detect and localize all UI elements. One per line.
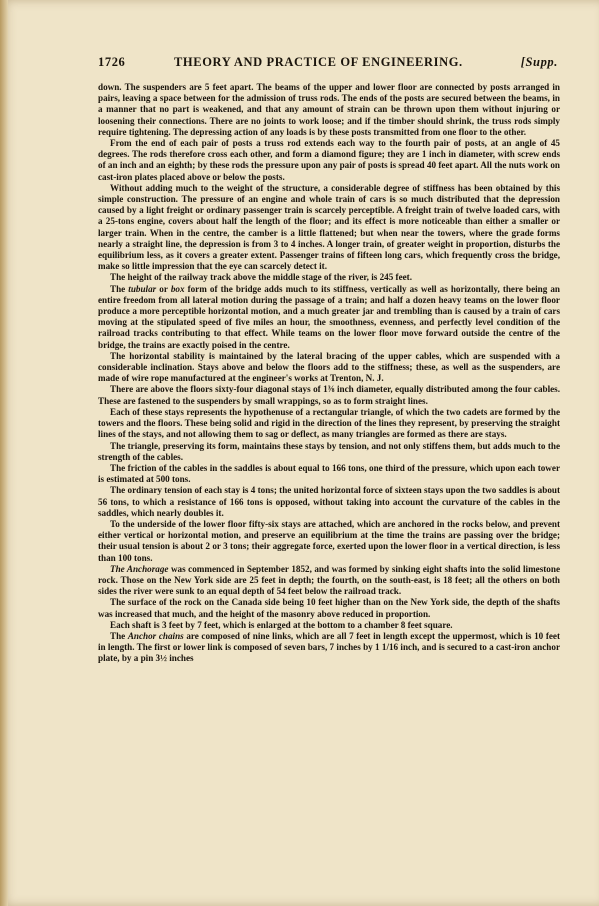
- paragraph: [98, 272, 560, 283]
- paragraph-text: form of the bridge adds much to its stiffness, vertically as well as horizontally, there being an entire freedom from all lateral motion during the passage of a train; and half a dozen heavy teams on the lower floor produce a more perceptible horizontal motion, and a much greater jar and trembling than is caused by a train of cars moving at the stipulated speed of five miles an hour, the smoothness, evenness, and perfectly level condition of the railroad tracks contributing to that effect. While teams on the lower floor move forward outside the centre of the bridge, the trains are exactly poised in the centre.: [98, 283, 561, 350]
- paragraph: [98, 519, 560, 564]
- paragraph-text: The: [110, 283, 129, 294]
- page-spine-shadow: [0, 0, 8, 906]
- paragraph: [98, 384, 560, 406]
- paragraph-text: down. The suspenders are 5 feet apart. The beams of the upper and lower floor are connected by posts arranged in pairs, leaving a space between for the admission of truss rods. The ends of the posts are secured between the beams, in a manner that no part is weakened, and that any amount of strain can be thrown upon them without injuring or loosening their connections. There are no joints to work loose; and if the timber should shrink, the truss rods simply require tightening. The depressing action of any loads is by these posts transmitted from one floor to the other.: [98, 82, 560, 137]
- paragraph-text: Each of these stays represents the hypothenuse of a rectangular triangle, of which the two cadets are formed by the towers and the floors. These being solid and rigid in the direction of the lines they represent, by preserving the straight lines of the stays, and not allowing them to sag or deflect, as many triangles are formed as there are stays.: [98, 406, 560, 440]
- paragraph-text: The ordinary tension of each stay is 4 tons; the united horizontal force of sixteen stays upon the two saddles is about 56 tons, to which a resistance of 166 tons is opposed, without taking into account the curvature of the cables in the saddles, which nearly doubles it.: [98, 485, 560, 518]
- paragraph-text: From the end of each pair of posts a truss rod extends each way to the fourth pair of posts, at an angle of 45 degrees. The rods therefore cross each other, and form a diamond figure; they are 1 inch in diameter, with screw ends of an inch and an eighth; by these rods the pressure upon any pair of posts is spread 40 feet apart. All the nuts work on cast-iron plates placed above or below the posts.: [98, 138, 560, 182]
- paragraph: [98, 82, 560, 138]
- paragraph: [98, 631, 560, 665]
- paragraph-text: The friction of the cables in the saddles is about equal to 166 tons, one third of the pressure, which upon each tower is estimated at 500 tons.: [98, 462, 560, 485]
- paragraph-text: or: [156, 283, 171, 294]
- section-marker: [Supp.: [520, 55, 558, 69]
- paragraph-text: There are above the floors sixty-four diagonal stays of 1⅜ inch diameter, equally distributed among the four cables. These are fastened to the suspenders by small wrappings, so as to form straight lines.: [98, 384, 560, 406]
- paragraph-italic-text: tubular: [128, 283, 157, 294]
- paragraph-text: The horizontal stability is maintained by the lateral bracing of the upper cables, which are suspended with a considerable inclination. Stays above and below the floors add to the stiffness; these, as well as the suspenders, are made of wire rope manufactured at the engineer's works at Trenton, N. J.: [98, 350, 560, 384]
- paragraph-text: The surface of the rock on the Canada side being 10 feet higher than on the New York side, the depth of the shafts was increased that much, and the height of the masonry above reduced in proportion.: [98, 597, 560, 619]
- paragraph-text: The: [110, 630, 128, 641]
- page-number: 1726: [98, 55, 126, 69]
- running-header: [98, 55, 558, 73]
- body-text: [98, 82, 560, 665]
- paragraph-text: The triangle, preserving its form, maintains these stays by tension, and not only stiffens them, but adds much to the strength of the cables.: [98, 440, 560, 462]
- paragraph-italic-text: Anchor chains: [127, 630, 184, 641]
- paragraph-text: The height of the railway track above the middle stage of the river, is 245 feet.: [110, 272, 413, 283]
- paragraph: [98, 351, 560, 385]
- paragraph-text: To the underside of the lower floor fifty-six stays are attached, which are anchored in the rocks below, and prevent either vertical or horizontal motion, and preserve an equilibrium at the time the trains are passing over the bridge; their usual tension is about 2 or 3 tons; their aggregate force, exerted upon the lower floor in a vertical direction, is less than 100 tons.: [98, 518, 560, 563]
- paragraph-text: Without adding much to the weight of the structure, a considerable degree of stiffness has been obtained by this simple construction. The pressure of an engine and whole train of cars is so much distributed that the depression caused by a light freight or ordinary passenger train is scarcely perceptible. A freight train of twelve loaded cars, with a 25-tons engine, covers about half the length of the floor; and its effect is more noticeable than either a smaller or larger train. When in the centre, the camber is a little flattened; but when near the towers, where the grade forms nearly a straight line, the depression is from 3 to 4 inches. A longer train, of greater weight in proportion, disturbs the equilibrium less, as it covers a greater extent. Passenger trains of fifteen long cars, which frequently cross the bridge, make so little impression that the eye can scarcely detect it.: [98, 182, 560, 272]
- paragraph: [98, 284, 560, 351]
- paragraph: [98, 564, 560, 598]
- paragraph-text: Each shaft is 3 feet by 7 feet, which is enlarged at the bottom to a chamber 8 feet square.: [110, 619, 453, 630]
- paragraph: [98, 620, 560, 631]
- paragraph-text: was commenced in September 1852, and was formed by sinking eight shafts into the solid limestone rock. Those on the New York side are 25 feet in depth; the fourth, on the south-east, is 18 feet; all the others on both sides the river were sunk to an equal depth of 54 feet below the railroad track.: [98, 563, 560, 597]
- paragraph: [98, 183, 560, 273]
- paragraph: [98, 463, 560, 485]
- paragraph: [98, 441, 560, 463]
- paragraph: [98, 407, 560, 441]
- paragraph-italic-text: The Anchorage: [110, 563, 169, 574]
- paragraph-text: are composed of nine links, which are all 7 feet in length except the uppermost, which is 10 feet in length. The first or lower link is composed of seven bars, 7 inches by 1 1/16 inch, and is secured to a cast-iron anchor plate, by a pin 3½ inches: [98, 630, 560, 664]
- running-title: THEORY AND PRACTICE OF ENGINEERING.: [174, 55, 463, 69]
- paragraph-italic-text: box: [170, 283, 185, 294]
- paragraph: [98, 138, 560, 183]
- paragraph: [98, 485, 560, 519]
- paragraph: [98, 597, 560, 619]
